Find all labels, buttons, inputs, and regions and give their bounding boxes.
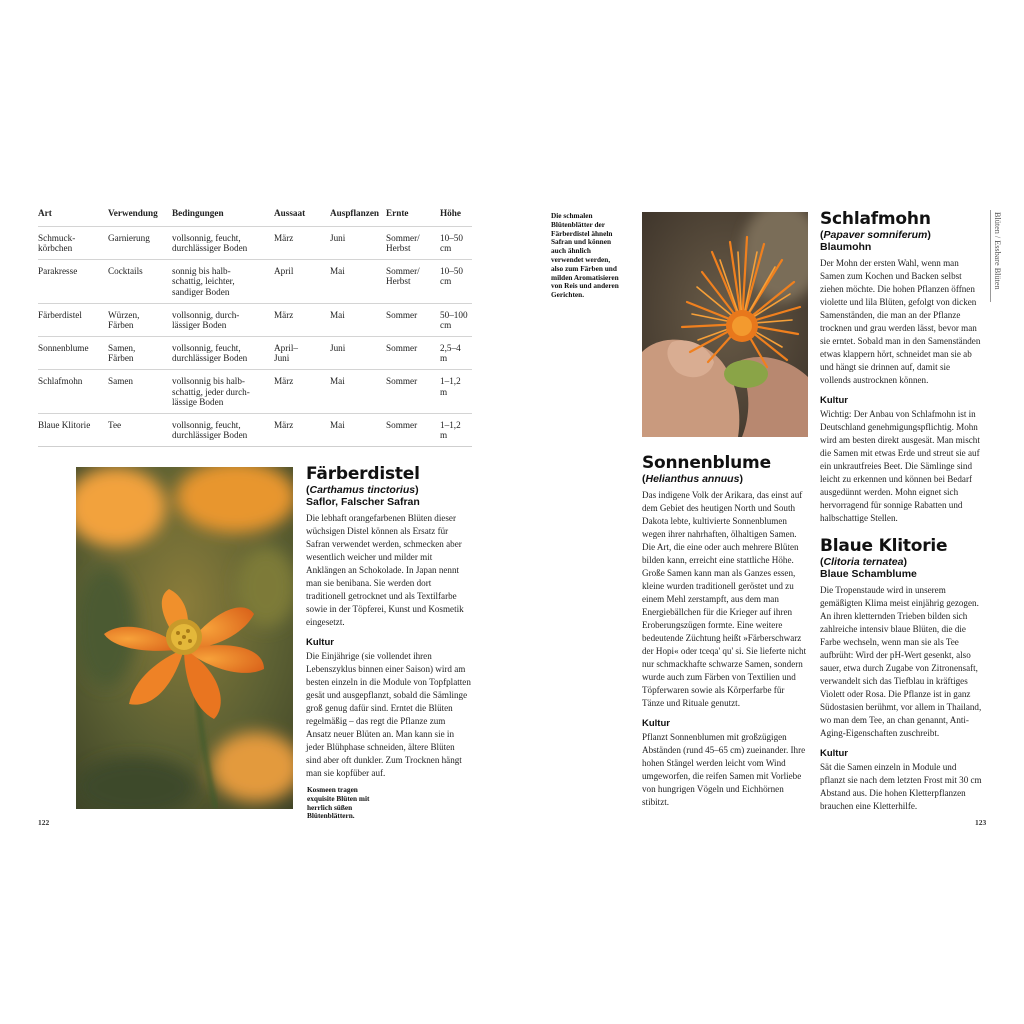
faerberdistel-section (306, 465, 471, 780)
latin-name: Carthamus tinctorius (309, 484, 416, 496)
caption-cosmos: Kosmeen tragen exquisite Blüten mit herrlich süßen Blütenblättern. (307, 785, 370, 821)
table-cell: Mai (330, 369, 386, 413)
table-cell: März (274, 303, 330, 336)
col-header: Bedingungen (172, 208, 274, 226)
table-cell: 2,5–4 m (440, 336, 472, 369)
klitorie-kultur-text: Sät die Samen einzeln in Module und pflanzt sie nach dem letzten Frost mit 30 cm Abstand aus. Die hohen Kletterpflanzen brauchen eine Kletterhilfe. (820, 762, 982, 811)
table-cell: 50–100 cm (440, 303, 472, 336)
sonnenblume-kultur-heading: Kultur (642, 718, 670, 729)
table-cell: Blaue Klitorie (38, 413, 108, 446)
table-cell: April– Juni (274, 336, 330, 369)
cosmos-photo (76, 467, 293, 809)
col-header: Ernte (386, 208, 440, 226)
latin-name: Helianthus annuus (645, 473, 740, 485)
paren-close: ) (903, 556, 907, 568)
schlafmohn-intro: Der Mohn der ersten Wahl, wenn man Samen zum Kochen und Backen selbst ziehen möchte. Die hohen Pflanzen öffnen violette und lila Blüten, gefolgt von dicken Samenständen, die man an der Pflanze trocknen und grau werden lässt, bevor man sie erntet. Sobald man in den Samenständen etwas klappern hört, schneidet man sie ab und hängt sie drinnen auf, damit sie vollends austrocknen können. (820, 258, 981, 385)
table-cell: März (274, 369, 330, 413)
cosmos-flower-image (76, 467, 293, 809)
paren-close: ) (415, 484, 419, 496)
table-cell: Färberdistel (38, 303, 108, 336)
table-body (38, 226, 472, 446)
faerberdistel-kultur-text: Die Einjährige (sie vollendet ihren Lebenszyklus binnen einer Saison) wird am besten einzeln in die Module von Topfplatten gesät und ausgepflanzt, sobald die Sämlinge groß genug dafür sind. Erntet die Blüten regelmäßig – das regt die Pflanze zum Ansatz neuer Blüten an. Man kann sie in jeder Blühphase schneiden, ältere Blüten sind aber oft dunkler. Zum Trocknen hängt man sie kopfüber auf. (306, 651, 471, 778)
schlafmohn-kultur-text: Wichtig: Der Anbau von Schlafmohn ist in Deutschland genehmigungspflichtig. Mohn wird am besten direkt ausgesät. Man mischt die Samen mit etwas Erde und streut sie auf ein unkrautfreies Beet. Die Sämlinge sind leicht zu erkennen und können bei Bedarf ausgedünnt werden. Mohn eignet sich hervorragend für sonnige Rabatten und halbschattige Stellen. (820, 409, 980, 523)
table-cell: Samen (108, 369, 172, 413)
table-cell: Würzen, Färben (108, 303, 172, 336)
sonnenblume-title: Sonnenblume (642, 453, 771, 473)
table-cell: März (274, 413, 330, 446)
schlafmohn-kultur-heading: Kultur (820, 395, 848, 406)
col-header: Art (38, 208, 108, 226)
caption-safflower: Die schmalen Blütenblätter der Färberdistel ähneln Safran und können auch ähnlich verwendet werden, also zum Färben und milden Aromatisieren von Reis und anderen Gerichten. (551, 211, 619, 300)
klitorie-kultur-heading: Kultur (820, 748, 848, 759)
table-cell: Parakresse (38, 259, 108, 303)
plant-table (38, 208, 472, 447)
table-cell: 10–50 cm (440, 259, 472, 303)
table-row (38, 369, 472, 413)
table-cell: Mai (330, 259, 386, 303)
col-header: Aussaat (274, 208, 330, 226)
faerberdistel-latin (306, 484, 471, 496)
safflower-photo (642, 212, 808, 437)
table-cell: Schlafmohn (38, 369, 108, 413)
table-cell: Sommer/ Herbst (386, 259, 440, 303)
table-cell: Juni (330, 226, 386, 259)
table-cell: Sommer (386, 336, 440, 369)
table-row (38, 413, 472, 446)
table-cell: Mai (330, 303, 386, 336)
table-row (38, 226, 472, 259)
col-header: Höhe (440, 208, 472, 226)
table-cell: Sonnenblume (38, 336, 108, 369)
table-cell: sonnig bis halb- schattig, leichter, sandiger Boden (172, 259, 274, 303)
klitorie-intro: Die Tropenstaude wird in unserem gemäßigten Klima meist einjährig gezogen. An ihren kletternden Trieben bilden sich zahlreiche intensiv blaue Blüten, die die Farbe wechseln, wenn man sie als Tee aufbrüht: Wird der pH-Wert gesenkt, also sauer, etwa durch Zugabe von Zitronensaft, verwandelt sich das Tiefblau in kräftiges Violett oder Rosa. Die Pflanze ist in ganz Südostasien berühmt, vor allem in Thailand, wo man dem Tee, an chan genannt, Anti-Aging-Eigenschaften zuschreibt. (820, 585, 982, 738)
table-cell: 1–1,2 m (440, 369, 472, 413)
running-head: Blüten / Essbare Blüten (993, 212, 1002, 290)
paren-close: ) (739, 473, 743, 485)
page-number-left: 122 (38, 818, 50, 827)
schlafmohn-title: Schlafmohn (820, 209, 931, 229)
sonnenblume-intro: Das indigene Volk der Arikara, das einst auf dem Gebiet des heutigen North und South Dakota lebte, kultivierte Sonnenblumen wegen ihrer nahrhaften, ölhaltigen Samen. Die Art, die eine oder auch mehrere Blüten bilden kann, erreicht eine stattliche Höhe. Große Samen kann man als Ganzes essen, kleine wurden traditionell geröstet und zu einem Mehl zerstampft, aus dem man Energiebällchen für die Krieger auf ihren Eroberungszügen formte. Eine weitere bedeutende Züchtung heißt »Färberschwarz der Hopi« oder tceqa' qu' si. Sie lieferte nicht nur schmackhafte schwarze Samen, sondern wurde auch zum Färben von Textilien und Töpferwaren sowie als Körperfarbe für Tänze und Rituale genutzt. (642, 490, 807, 708)
table-cell: Sommer/ Herbst (386, 226, 440, 259)
paren-open: ( (306, 484, 310, 496)
paren-open: ( (820, 229, 824, 241)
paren-open: ( (820, 556, 824, 568)
table-cell: vollsonnig, feucht, durchlässiger Boden (172, 336, 274, 369)
table-cell: vollsonnig bis halb- schattig, jeder durch- lässige Boden (172, 369, 274, 413)
table-cell: vollsonnig, feucht, durchlässiger Boden (172, 413, 274, 446)
klitorie-latin (820, 556, 982, 568)
running-head-rule (990, 210, 991, 302)
paren-open: ( (642, 473, 646, 485)
col-header: Verwendung (108, 208, 172, 226)
faerberdistel-intro: Die lebhaft orangefarbenen Blüten dieser wüchsigen Distel können als Ersatz für Safran verwendet werden, schmecken aber wesentlich weicher und milder mit Anklängen an Schokolade. In Japan nennt man sie benibana. Sie werden dort traditionell getrocknet und als Textilfarbe sowie in der Töpferei, Kunst und Kosmetik eingesetzt. (306, 513, 464, 627)
table-row (38, 303, 472, 336)
table-cell: Sommer (386, 369, 440, 413)
faerberdistel-common: Saflor, Falscher Safran (306, 496, 420, 508)
table-row (38, 336, 472, 369)
sonnenblume-latin (642, 473, 808, 485)
table-row (38, 259, 472, 303)
table-cell: vollsonnig, feucht, durchlässiger Boden (172, 226, 274, 259)
table-cell: Sommer (386, 413, 440, 446)
table-header-row (38, 208, 472, 226)
safflower-flower-image (642, 212, 808, 437)
latin-name: Papaver somniferum (823, 229, 928, 241)
latin-name: Clitoria ternatea (823, 556, 904, 568)
table-cell: Mai (330, 413, 386, 446)
table-cell: April (274, 259, 330, 303)
klitorie-common: Blaue Schamblume (820, 568, 917, 580)
table-cell: vollsonnig, durch- lässiger Boden (172, 303, 274, 336)
faerberdistel-title: Färberdistel (306, 464, 420, 484)
table-cell: März (274, 226, 330, 259)
schlafmohn-common: Blaumohn (820, 241, 872, 253)
table-cell: Juni (330, 336, 386, 369)
table-cell: Sommer (386, 303, 440, 336)
table-cell: Schmuck- körbchen (38, 226, 108, 259)
table-cell: 1–1,2 m (440, 413, 472, 446)
table-cell: Cocktails (108, 259, 172, 303)
right-column (820, 210, 982, 813)
page-number-right: 123 (975, 818, 987, 827)
klitorie-title: Blaue Klitorie (820, 536, 948, 556)
sonnenblume-kultur-text: Pflanzt Sonnenblumen mit großzügigen Abständen (rund 45–65 cm) zueinander. Ihre hohen Stängel werden leicht vom Wind umgeworfen, die reifen Samen mit Vorliebe von hungrigen Vögeln und Eichhörnen stibitzt. (642, 732, 806, 807)
table-cell: Tee (108, 413, 172, 446)
table-cell: Garnierung (108, 226, 172, 259)
faerberdistel-kultur-heading: Kultur (306, 637, 334, 648)
table-cell: 10–50 cm (440, 226, 472, 259)
schlafmohn-latin (820, 229, 982, 241)
paren-close: ) (927, 229, 931, 241)
col-header: Auspflanzen (330, 208, 386, 226)
table-cell: Samen, Färben (108, 336, 172, 369)
sonnenblume-section (642, 454, 808, 809)
